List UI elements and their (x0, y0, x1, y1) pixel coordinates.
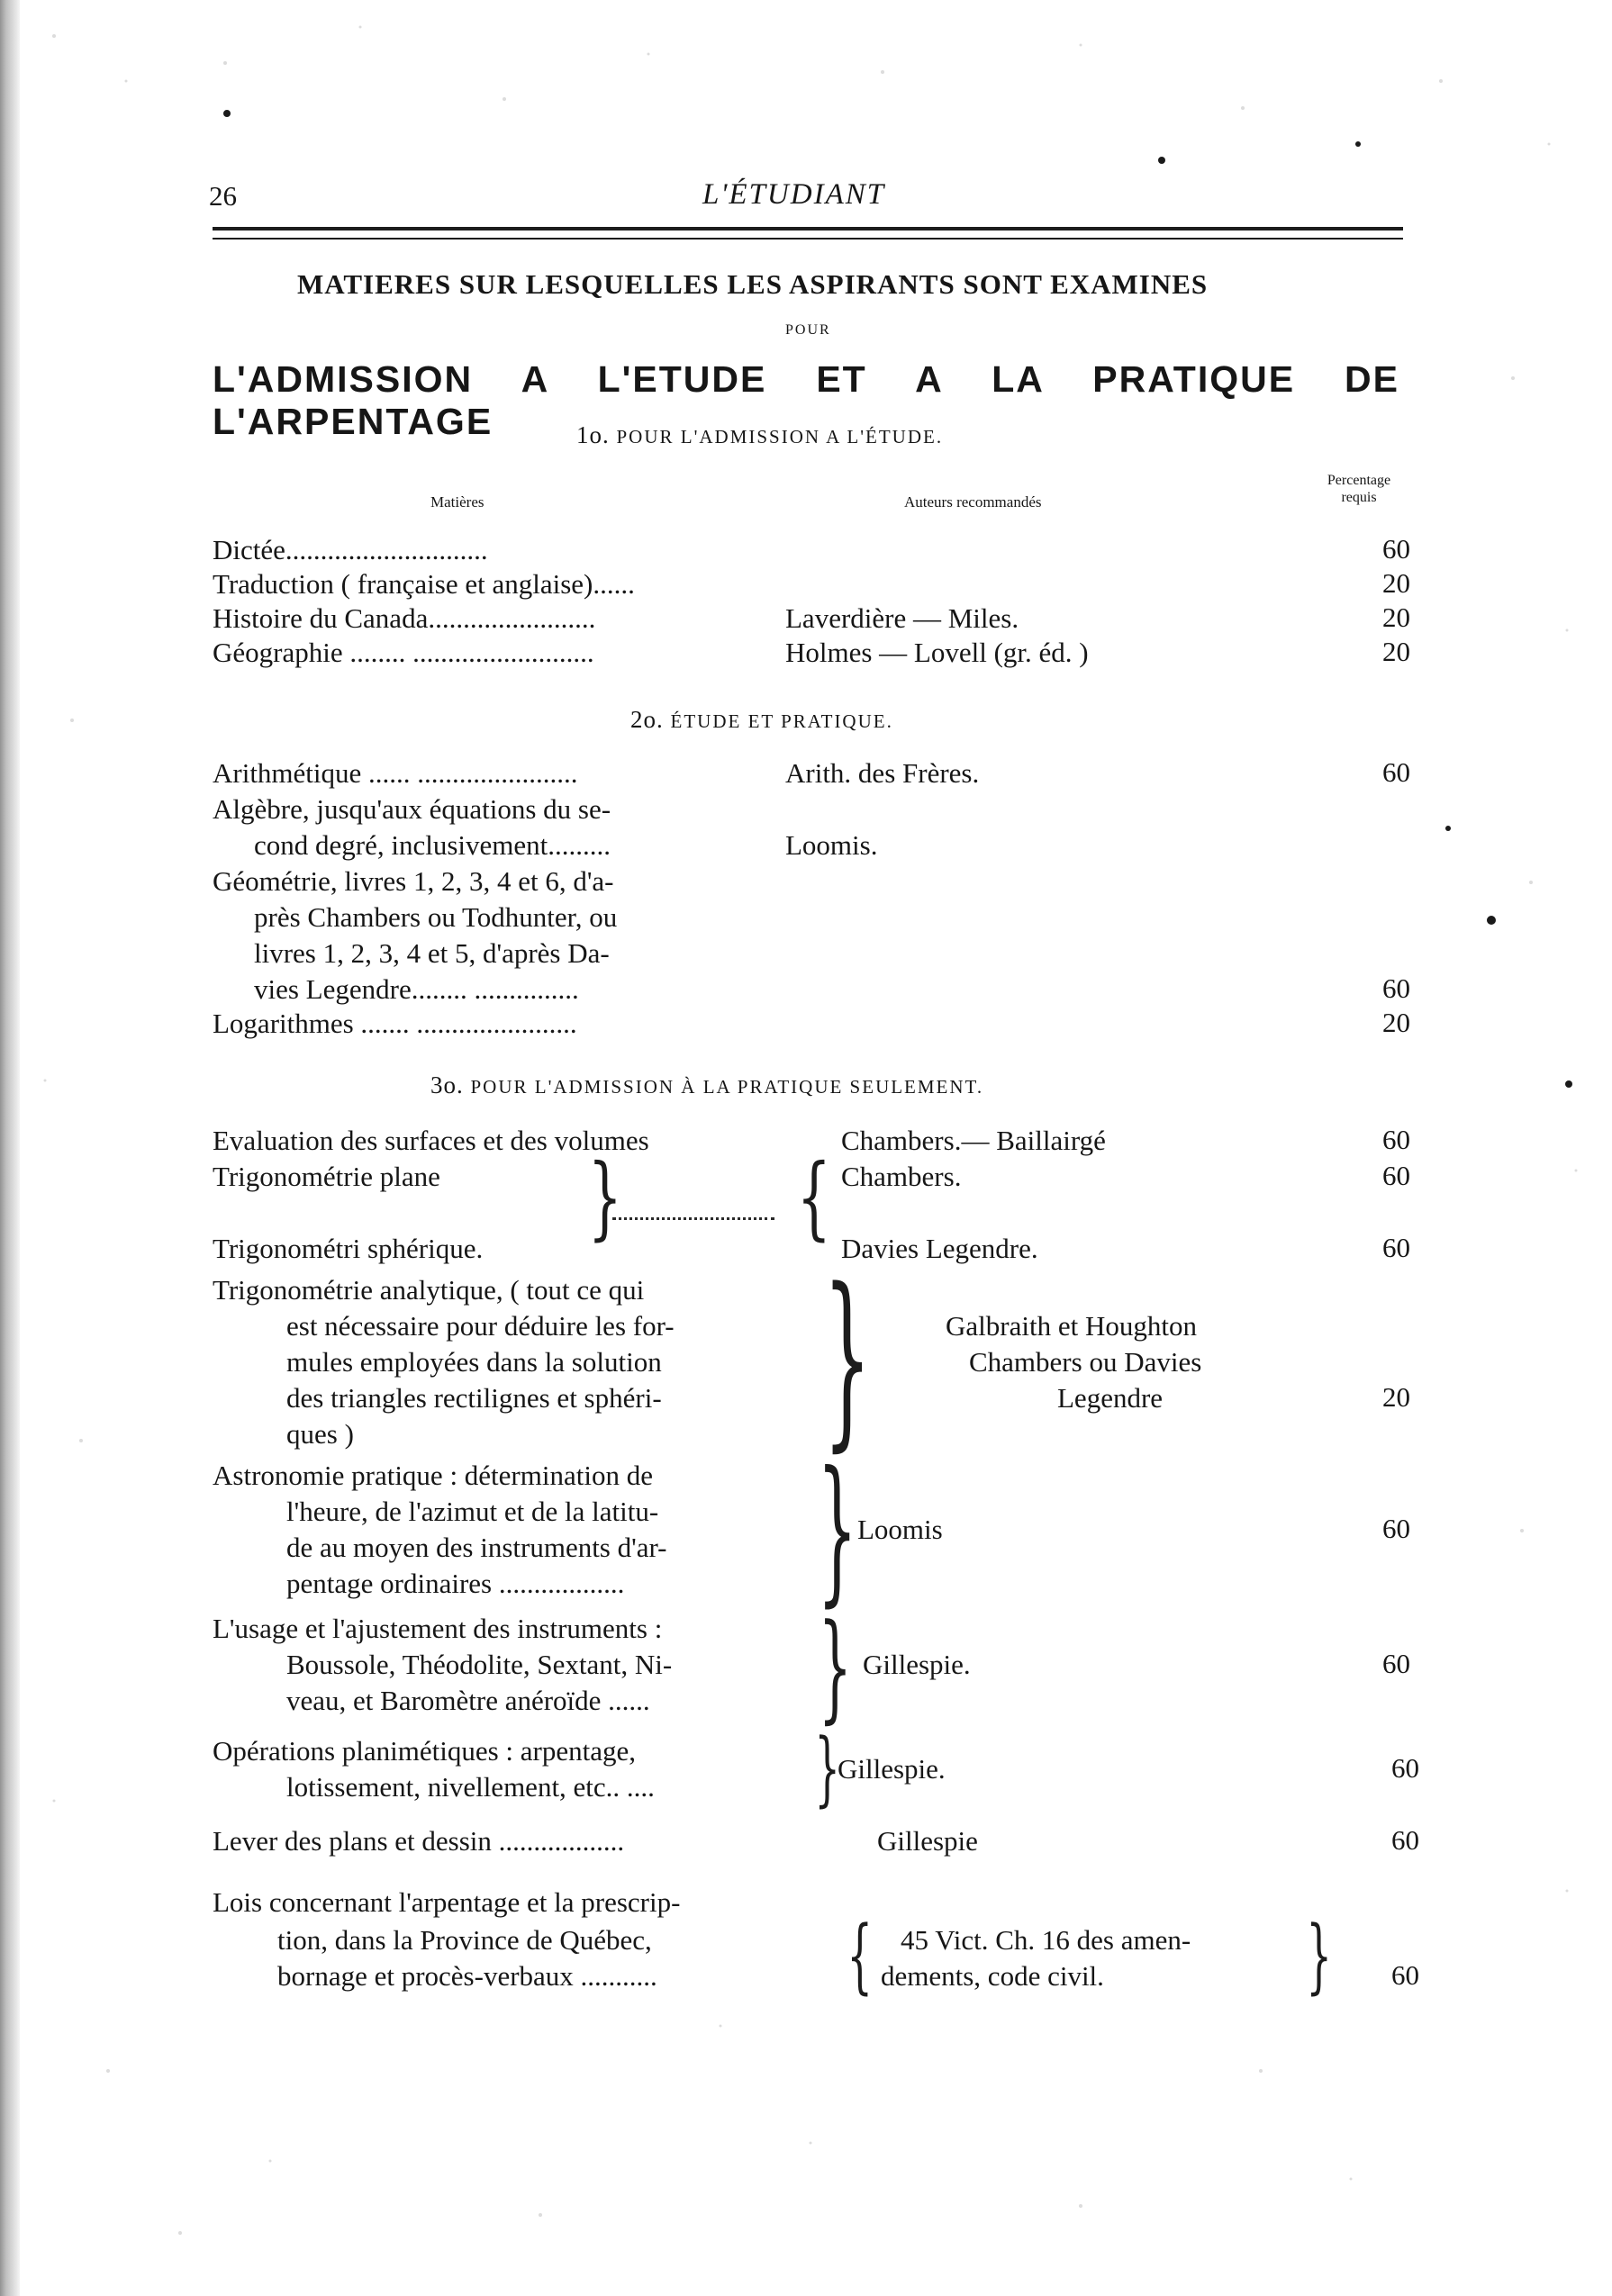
row-trig-analytique-author-2: Chambers ou Davies (969, 1346, 1202, 1378)
row-histoire-subject: Histoire du Canada........................ (213, 602, 596, 634)
row-arithmetique-subject: Arithmétique ...... ....................... (213, 757, 578, 789)
row-trig-plane-subject: Trigonométrie plane (213, 1161, 440, 1192)
row-operations-line1: Opérations planimétiques : arpentage, (213, 1735, 637, 1767)
section-3-number: 3o. (430, 1071, 464, 1098)
row-lever-author: Gillespie (877, 1825, 978, 1857)
row-lois-percentage: 60 (1391, 1959, 1419, 1991)
section-3-label: POUR L'ADMISSION À LA PRATIQUE SEULEMENT. (470, 1076, 984, 1098)
row-logarithmes-subject: Logarithmes ....... ....................... (213, 1008, 577, 1039)
row-lois-line3: bornage et procès-verbaux ........... (277, 1960, 657, 1992)
row-trig-analytique-author-3: Legendre (1057, 1382, 1164, 1414)
row-instruments-line1: L'usage et l'ajustement des instruments : (213, 1613, 663, 1644)
lois-right-brace: } (1306, 1909, 1332, 2003)
pour-label: POUR (785, 322, 831, 338)
percentage-header-line1: Percentage (1327, 473, 1391, 488)
row-astronomie-line2: l'heure, de l'azimut et de la latitu- (286, 1496, 659, 1527)
row-operations-author: Gillespie. (838, 1753, 946, 1785)
trig-right-brace: { (796, 1144, 831, 1250)
column-header-percentage (1291, 472, 1426, 506)
row-algebre-author: Loomis. (785, 829, 878, 861)
row-trig-analytique-author-1: Galbraith et Houghton (946, 1310, 1197, 1342)
row-trig-spherique-percentage: 60 (1382, 1232, 1410, 1263)
header-rule-thick (213, 227, 1403, 231)
row-lois-author-1: 45 Vict. Ch. 16 des amen- (901, 1924, 1191, 1956)
section-3-heading (430, 1071, 983, 1099)
row-geometrie-percentage: 60 (1382, 972, 1410, 1004)
row-histoire-percentage: 20 (1382, 601, 1410, 633)
row-evaluation-author: Chambers.— Baillairgé (841, 1125, 1106, 1156)
page-number: 26 (209, 180, 237, 212)
row-instruments-line3: veau, et Baromètre anéroïde ...... (286, 1685, 650, 1716)
row-astronomie-line4: pentage ordinaires .................. (286, 1568, 625, 1599)
section-1-heading (576, 421, 943, 449)
row-trig-spherique-author: Davies Legendre. (841, 1233, 1038, 1264)
row-traduction-subject: Traduction ( française et anglaise)...... (213, 568, 635, 600)
row-lois-line1: Lois concernant l'arpentage et la prescrip- (213, 1886, 681, 1918)
row-astronomie-author: Loomis (857, 1514, 943, 1545)
row-evaluation-subject: Evaluation des surfaces et des volumes (213, 1125, 649, 1156)
main-title: L'ADMISSION A L'ETUDE ET A LA PRATIQUE DE L'ARPENTAGE (213, 358, 1399, 442)
row-astronomie-percentage: 60 (1382, 1513, 1410, 1544)
section-2-number: 2o. (630, 706, 664, 733)
percentage-header-line2: requis (1341, 490, 1377, 505)
column-header-matieres: Matières (430, 493, 485, 511)
section-2-heading (630, 706, 893, 734)
row-logarithmes-percentage: 20 (1382, 1007, 1410, 1038)
row-traduction-percentage: 20 (1382, 567, 1410, 599)
row-trig-analytique-line4: des triangles rectilignes et sphéri- (286, 1382, 662, 1414)
row-instruments-line2: Boussole, Théodolite, Sextant, Ni- (286, 1649, 673, 1680)
row-arithmetique-percentage: 60 (1382, 756, 1410, 788)
row-trig-plane-author: Chambers. (841, 1161, 962, 1192)
row-histoire-author: Laverdière — Miles. (785, 602, 1019, 634)
instruments-brace: } (818, 1598, 852, 1735)
operations-brace: } (814, 1722, 840, 1816)
column-header-auteurs: Auteurs recommandés (904, 493, 1042, 511)
row-instruments-percentage: 60 (1382, 1648, 1410, 1679)
row-geometrie-line1: Géométrie, livres 1, 2, 3, 4 et 6, d'a- (213, 865, 614, 897)
row-geographie-author: Holmes — Lovell (gr. éd. ) (785, 637, 1089, 668)
row-geometrie-line3: livres 1, 2, 3, 4 et 5, d'après Da- (254, 937, 610, 969)
row-geographie-percentage: 20 (1382, 636, 1410, 667)
trig-left-brace: } (587, 1144, 622, 1250)
section-2-label: ÉTUDE ET PRATIQUE. (670, 710, 893, 732)
row-trig-analytique-line1: Trigonométrie analytique, ( tout ce qui (213, 1274, 645, 1306)
row-operations-line2: lotissement, nivellement, etc.. .... (286, 1771, 655, 1803)
row-dictee-percentage: 60 (1382, 533, 1410, 565)
row-lever-percentage: 60 (1391, 1824, 1419, 1856)
row-lois-author-2: dements, code civil. (881, 1960, 1104, 1992)
row-lois-line2: tion, dans la Province de Québec, (277, 1924, 652, 1956)
row-arithmetique-author: Arith. des Frères. (785, 757, 980, 789)
header-rule-thin (213, 238, 1403, 240)
running-title: L'ÉTUDIANT (702, 178, 886, 211)
row-trig-analytique-line3: mules employées dans la solution (286, 1346, 662, 1378)
subjects-heading: MATIERES SUR LESQUELLES LES ASPIRANTS SONT EXAMINES (297, 268, 1209, 300)
row-algebre-line2: cond degré, inclusivement......... (254, 829, 611, 861)
row-astronomie-line3: de au moyen des instruments d'ar- (286, 1532, 667, 1563)
row-instruments-author: Gillespie. (863, 1649, 971, 1680)
row-geometrie-line2: près Chambers ou Todhunter, ou (254, 901, 618, 933)
row-trig-analytique-line2: est nécessaire pour déduire les for- (286, 1310, 675, 1342)
row-geographie-subject: Géographie ........ .......................... (213, 637, 594, 668)
row-geometrie-line4: vies Legendre........ ............... (254, 973, 579, 1005)
row-trig-analytique-line5: ques ) (286, 1418, 354, 1450)
row-trig-plane-percentage: 60 (1382, 1160, 1410, 1191)
row-operations-percentage: 60 (1391, 1752, 1419, 1784)
row-algebre-line1: Algèbre, jusqu'aux équations du se- (213, 793, 611, 825)
row-trig-spherique-subject: Trigonométri sphérique. (213, 1233, 484, 1264)
row-evaluation-percentage: 60 (1382, 1124, 1410, 1155)
section-1-number: 1o. (576, 421, 610, 448)
row-lever-subject: Lever des plans et dessin .................. (213, 1825, 625, 1857)
trig-analytique-brace: } (823, 1248, 872, 1469)
trig-dotted-leader (612, 1217, 774, 1220)
lois-left-brace: { (847, 1909, 873, 2003)
row-trig-analytique-percentage: 20 (1382, 1381, 1410, 1413)
row-dictee-subject: Dictée............................. (213, 534, 488, 565)
section-1-label: POUR L'ADMISSION A L'ÉTUDE. (616, 426, 944, 447)
astronomie-brace: } (817, 1439, 857, 1622)
row-astronomie-line1: Astronomie pratique : détermination de (213, 1460, 653, 1491)
